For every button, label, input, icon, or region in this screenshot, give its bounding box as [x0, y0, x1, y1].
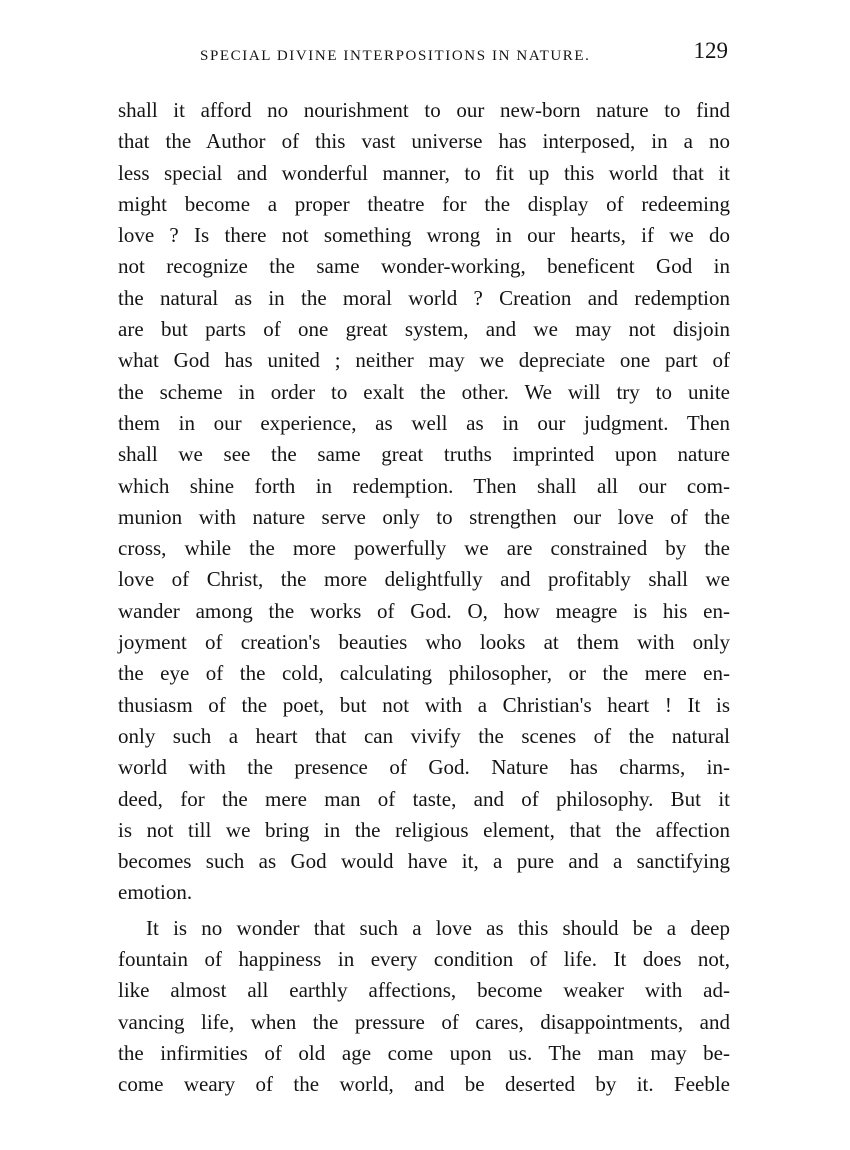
text-line: love ? Is there not something wrong in our hearts, if we do — [118, 223, 730, 248]
text-line: are but parts of one great system, and we may not disjoin — [118, 317, 730, 342]
text-line: deed, for the mere man of taste, and of philosophy. But it — [118, 786, 730, 811]
text-line: fountain of happiness in every condition of life. It does not, — [118, 947, 730, 972]
text-line: shall it afford no nourishment to our new-born nature to find — [118, 98, 730, 122]
text-line: which shine forth in redemption. Then shall all our com- — [118, 473, 730, 498]
text-line: might become a proper theatre for the display of redeeming — [118, 191, 730, 216]
text-line: thusiasm of the poet, but not with a Christian's heart ! It is — [118, 692, 730, 717]
text-line: It is no wonder that such a love as this should be a deep — [146, 915, 730, 940]
paragraph-1 — [118, 95, 730, 909]
text-line: like almost all earthly affections, become weaker with ad- — [118, 978, 730, 1003]
text-line: the scheme in order to exalt the other. We will try to unite — [118, 379, 730, 404]
text-line: munion with nature serve only to strengthen our love of the — [118, 504, 730, 529]
text-line: joyment of creation's beauties who looks at them with only — [118, 630, 730, 655]
text-line: shall we see the same great truths imprinted upon nature — [118, 442, 730, 467]
text-line: less special and wonderful manner, to fit up this world that it — [118, 160, 730, 185]
text-line: the natural as in the moral world ? Creation and redemption — [118, 285, 730, 310]
running-head — [200, 38, 728, 68]
text-line: the infirmities of old age come upon us. The man may be- — [118, 1040, 730, 1065]
text-line: not recognize the same wonder-working, beneficent God in — [118, 254, 730, 279]
text-line: vancing life, when the pressure of cares, disappointments, and — [118, 1009, 730, 1034]
paragraph-2 — [118, 913, 730, 1101]
page-number: 129 — [693, 38, 728, 63]
text-line: becomes such as God would have it, a pure and a sanctifying — [118, 849, 730, 874]
text-line: that the Author of this vast universe has interposed, in a no — [118, 129, 730, 154]
text-line: world with the presence of God. Nature has charms, in- — [118, 755, 730, 780]
text-line: only such a heart that can vivify the scenes of the natural — [118, 723, 730, 748]
text-line: wander among the works of God. O, how meagre is his en- — [118, 598, 730, 623]
text-line: what God has united ; neither may we depreciate one part of — [118, 348, 730, 373]
text-line: love of Christ, the more delightfully and profitably shall we — [118, 567, 730, 592]
text-line: emotion. — [118, 880, 193, 905]
text-line: cross, while the more powerfully we are constrained by the — [118, 536, 730, 561]
body-text — [118, 95, 730, 1101]
text-line: come weary of the world, and be deserted by it. Feeble — [118, 1072, 730, 1097]
text-line: is not till we bring in the religious element, that the affection — [118, 817, 730, 842]
text-line: them in our experience, as well as in our judgment. Then — [118, 410, 730, 435]
text-line: the eye of the cold, calculating philosopher, or the mere en- — [118, 661, 730, 686]
running-title: SPECIAL DIVINE INTERPOSITIONS IN NATURE. — [200, 48, 591, 64]
